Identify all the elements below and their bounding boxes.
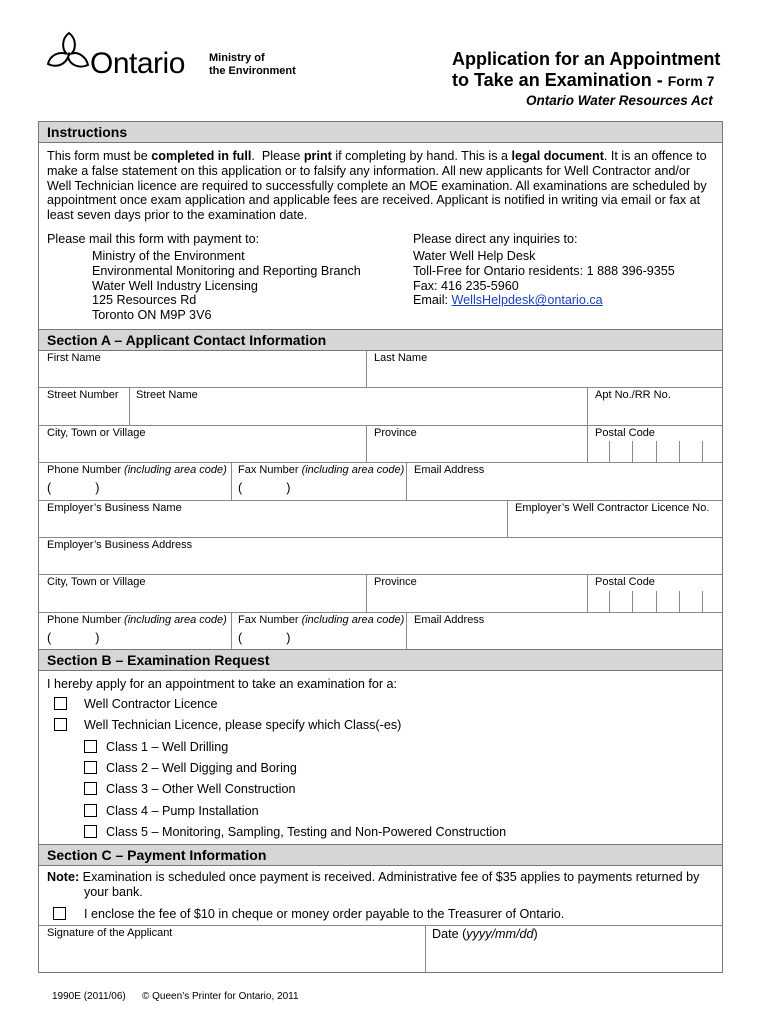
signature-label: Signature of the Applicant (47, 927, 173, 939)
apt-field[interactable] (588, 388, 722, 426)
mail-line: Water Well Industry Licensing (92, 278, 258, 293)
province-label: Province (374, 427, 417, 439)
street-name-field[interactable] (130, 388, 586, 426)
class-3-label: Class 3 – Other Well Construction (106, 782, 296, 796)
inquiry-email-line (413, 293, 675, 308)
phone-label-hint: (including area code) (124, 614, 227, 626)
ministry-line-1: Ministry of (209, 52, 265, 64)
payment-note (47, 870, 717, 900)
p1-a: This form must be (47, 149, 152, 163)
employer-name-label: Employer’s Business Name (47, 502, 182, 514)
title-line-2-text: to Take an Examination (452, 70, 652, 90)
street-number-label: Street Number (47, 389, 119, 401)
section-c-heading: Section C – Payment Information (38, 844, 723, 866)
section-a-heading: Section A – Applicant Contact Information (38, 329, 723, 351)
mail-label: Please mail this form with payment to: (47, 232, 260, 246)
employer-phone-field[interactable] (39, 613, 230, 649)
class-3-checkbox[interactable] (84, 782, 97, 795)
date-label-a: Date ( (432, 927, 467, 941)
employer-province-field[interactable] (367, 575, 586, 612)
employer-address-label: Employer’s Business Address (47, 539, 193, 551)
helpdesk-email-link[interactable]: WellsHelpdesk@ontario.ca (451, 293, 603, 308)
class-1-checkbox[interactable] (84, 740, 97, 753)
province-field[interactable] (367, 426, 586, 463)
copyright: © Queen’s Printer for Ontario, 2011 (142, 991, 299, 1002)
title-line-1: Application for an Appointment (452, 49, 721, 69)
paren-open: ( (238, 631, 243, 645)
payment-note-line-1 (47, 870, 717, 885)
employer-email-label: Email Address (414, 614, 485, 626)
street-name-label: Street Name (136, 389, 198, 401)
well-technician-label: Well Technician Licence, please specify which Class(-es) (84, 718, 402, 732)
note-label: Note: (47, 870, 80, 884)
inquiry-line: Toll-Free for Ontario residents: 1 888 396-9355 (413, 263, 675, 278)
act-name: Ontario Water Resources Act (526, 93, 713, 108)
fax-field[interactable] (232, 463, 405, 500)
inquiries-contact (413, 249, 675, 308)
apt-label: Apt No./RR No. (595, 389, 671, 401)
paren-open: ( (238, 481, 243, 495)
phone-label-text: Phone Number (47, 614, 125, 626)
last-name-label: Last Name (374, 352, 428, 364)
first-name-field[interactable] (39, 350, 366, 387)
form-number: Form 7 (667, 73, 715, 89)
paren-close: ) (95, 481, 100, 495)
instructions-line-5: least seven days prior to the examination date. (47, 208, 308, 223)
form-title (452, 49, 720, 92)
exam-intro: I hereby apply for an appointment to take an examination for a: (47, 677, 398, 691)
fax-label-text: Fax Number (238, 614, 302, 626)
phone-label-hint: (including area code) (124, 464, 227, 476)
employer-postal-code-label: Postal Code (595, 576, 655, 588)
phone-field[interactable] (39, 463, 230, 500)
employer-fax-field[interactable] (232, 613, 405, 649)
city-field[interactable] (39, 426, 366, 463)
note-text-1: Examination is scheduled once payment is received. Administrative fee of $35 applies to payments returned by (79, 870, 700, 884)
paren-close: ) (286, 631, 291, 645)
city-label: City, Town or Village (47, 427, 146, 439)
mail-line: Ministry of the Environment (92, 249, 245, 263)
employer-email-field[interactable] (407, 613, 722, 649)
class-2-checkbox[interactable] (84, 761, 97, 774)
email-prefix: Email: (413, 293, 452, 308)
signature-field[interactable] (39, 926, 424, 972)
employer-city-label: City, Town or Village (47, 576, 146, 588)
p1-print: print (303, 149, 332, 163)
paren-open: ( (47, 631, 52, 645)
employer-address-field[interactable] (39, 538, 722, 575)
employer-city-field[interactable] (39, 575, 366, 612)
employer-licence-field[interactable] (508, 501, 722, 538)
mail-line: 125 Resources Rd (92, 293, 197, 308)
well-contractor-label: Well Contractor Licence (84, 697, 218, 711)
well-contractor-checkbox[interactable] (54, 697, 67, 710)
mail-line: Environmental Monitoring and Reporting Branch (92, 263, 361, 278)
last-name-field[interactable] (367, 350, 722, 387)
employer-province-label: Province (374, 576, 417, 588)
email-label: Email Address (414, 464, 485, 476)
date-label-c: ) (533, 927, 538, 941)
ontario-logo-text: Ontario (90, 47, 185, 80)
ministry-name (209, 52, 296, 78)
p1-legal-document: legal document (511, 149, 604, 163)
form-code: 1990E (2011/06) (52, 991, 126, 1002)
p1-g: . It is an offence to (603, 149, 707, 163)
fee-enclosed-label: I enclose the fee of $10 in cheque or money order payable to the Treasurer of Ontario. (84, 907, 565, 921)
title-line-2 (452, 70, 720, 92)
ministry-line-2: the Environment (209, 65, 296, 77)
date-format-hint: yyyy/mm/dd (466, 927, 534, 941)
class-2-label: Class 2 – Well Digging and Boring (106, 761, 297, 775)
date-field[interactable] (426, 926, 722, 972)
p1-completed-in-full: completed in full (151, 149, 252, 163)
fax-label-hint: (including area code) (301, 464, 405, 476)
paren-open: ( (47, 481, 52, 495)
class-1-label: Class 1 – Well Drilling (106, 740, 229, 754)
instructions-line-1 (47, 149, 717, 164)
class-4-label: Class 4 – Pump Installation (106, 804, 259, 818)
employer-licence-label: Employer’s Well Contractor Licence No. (515, 502, 710, 514)
p1-c: . Please (251, 149, 304, 163)
mail-address (92, 249, 361, 323)
instructions-line-2: make a false statement on this application or to falsify any information. All new applicants for Well Contractor and/or (47, 163, 691, 178)
inquiries-label: Please direct any inquiries to: (413, 232, 578, 246)
instructions-line-4: appointment once exam application and applicable fees are received. Applicant is notified in writing via email or fax at (47, 193, 701, 208)
instructions-heading: Instructions (38, 121, 723, 143)
class-5-label: Class 5 – Monitoring, Sampling, Testing and Non-Powered Construction (106, 825, 507, 839)
first-name-label: First Name (47, 352, 101, 364)
inquiry-line: Fax: 416 235-5960 (413, 278, 519, 293)
paren-close: ) (95, 631, 100, 645)
paren-close: ) (286, 481, 291, 495)
email-field[interactable] (407, 463, 722, 500)
payment-note-line-2: your bank. (84, 884, 143, 899)
employer-name-field[interactable] (39, 501, 506, 538)
instructions-paragraph (47, 149, 717, 223)
fax-label-hint: (including area code) (301, 614, 405, 626)
mail-line: Toronto ON M9P 3V6 (92, 308, 212, 323)
phone-label-text: Phone Number (47, 464, 125, 476)
trillium-logo-icon (46, 30, 92, 76)
instructions-line-3: Well Technician licence are required to successfully complete an MOE examination. All examinations are scheduled by (47, 178, 707, 193)
postal-code-label: Postal Code (595, 427, 655, 439)
well-technician-checkbox[interactable] (54, 718, 67, 731)
inquiry-line: Water Well Help Desk (413, 249, 536, 263)
street-number-field[interactable] (39, 388, 129, 426)
fax-label-text: Fax Number (238, 464, 302, 476)
class-5-checkbox[interactable] (84, 825, 97, 838)
class-4-checkbox[interactable] (84, 804, 97, 817)
p1-e: if completing by hand. This is a (331, 149, 512, 163)
title-dash: - (651, 70, 668, 90)
section-b-heading: Section B – Examination Request (38, 649, 723, 671)
fee-enclosed-checkbox[interactable] (53, 907, 66, 920)
